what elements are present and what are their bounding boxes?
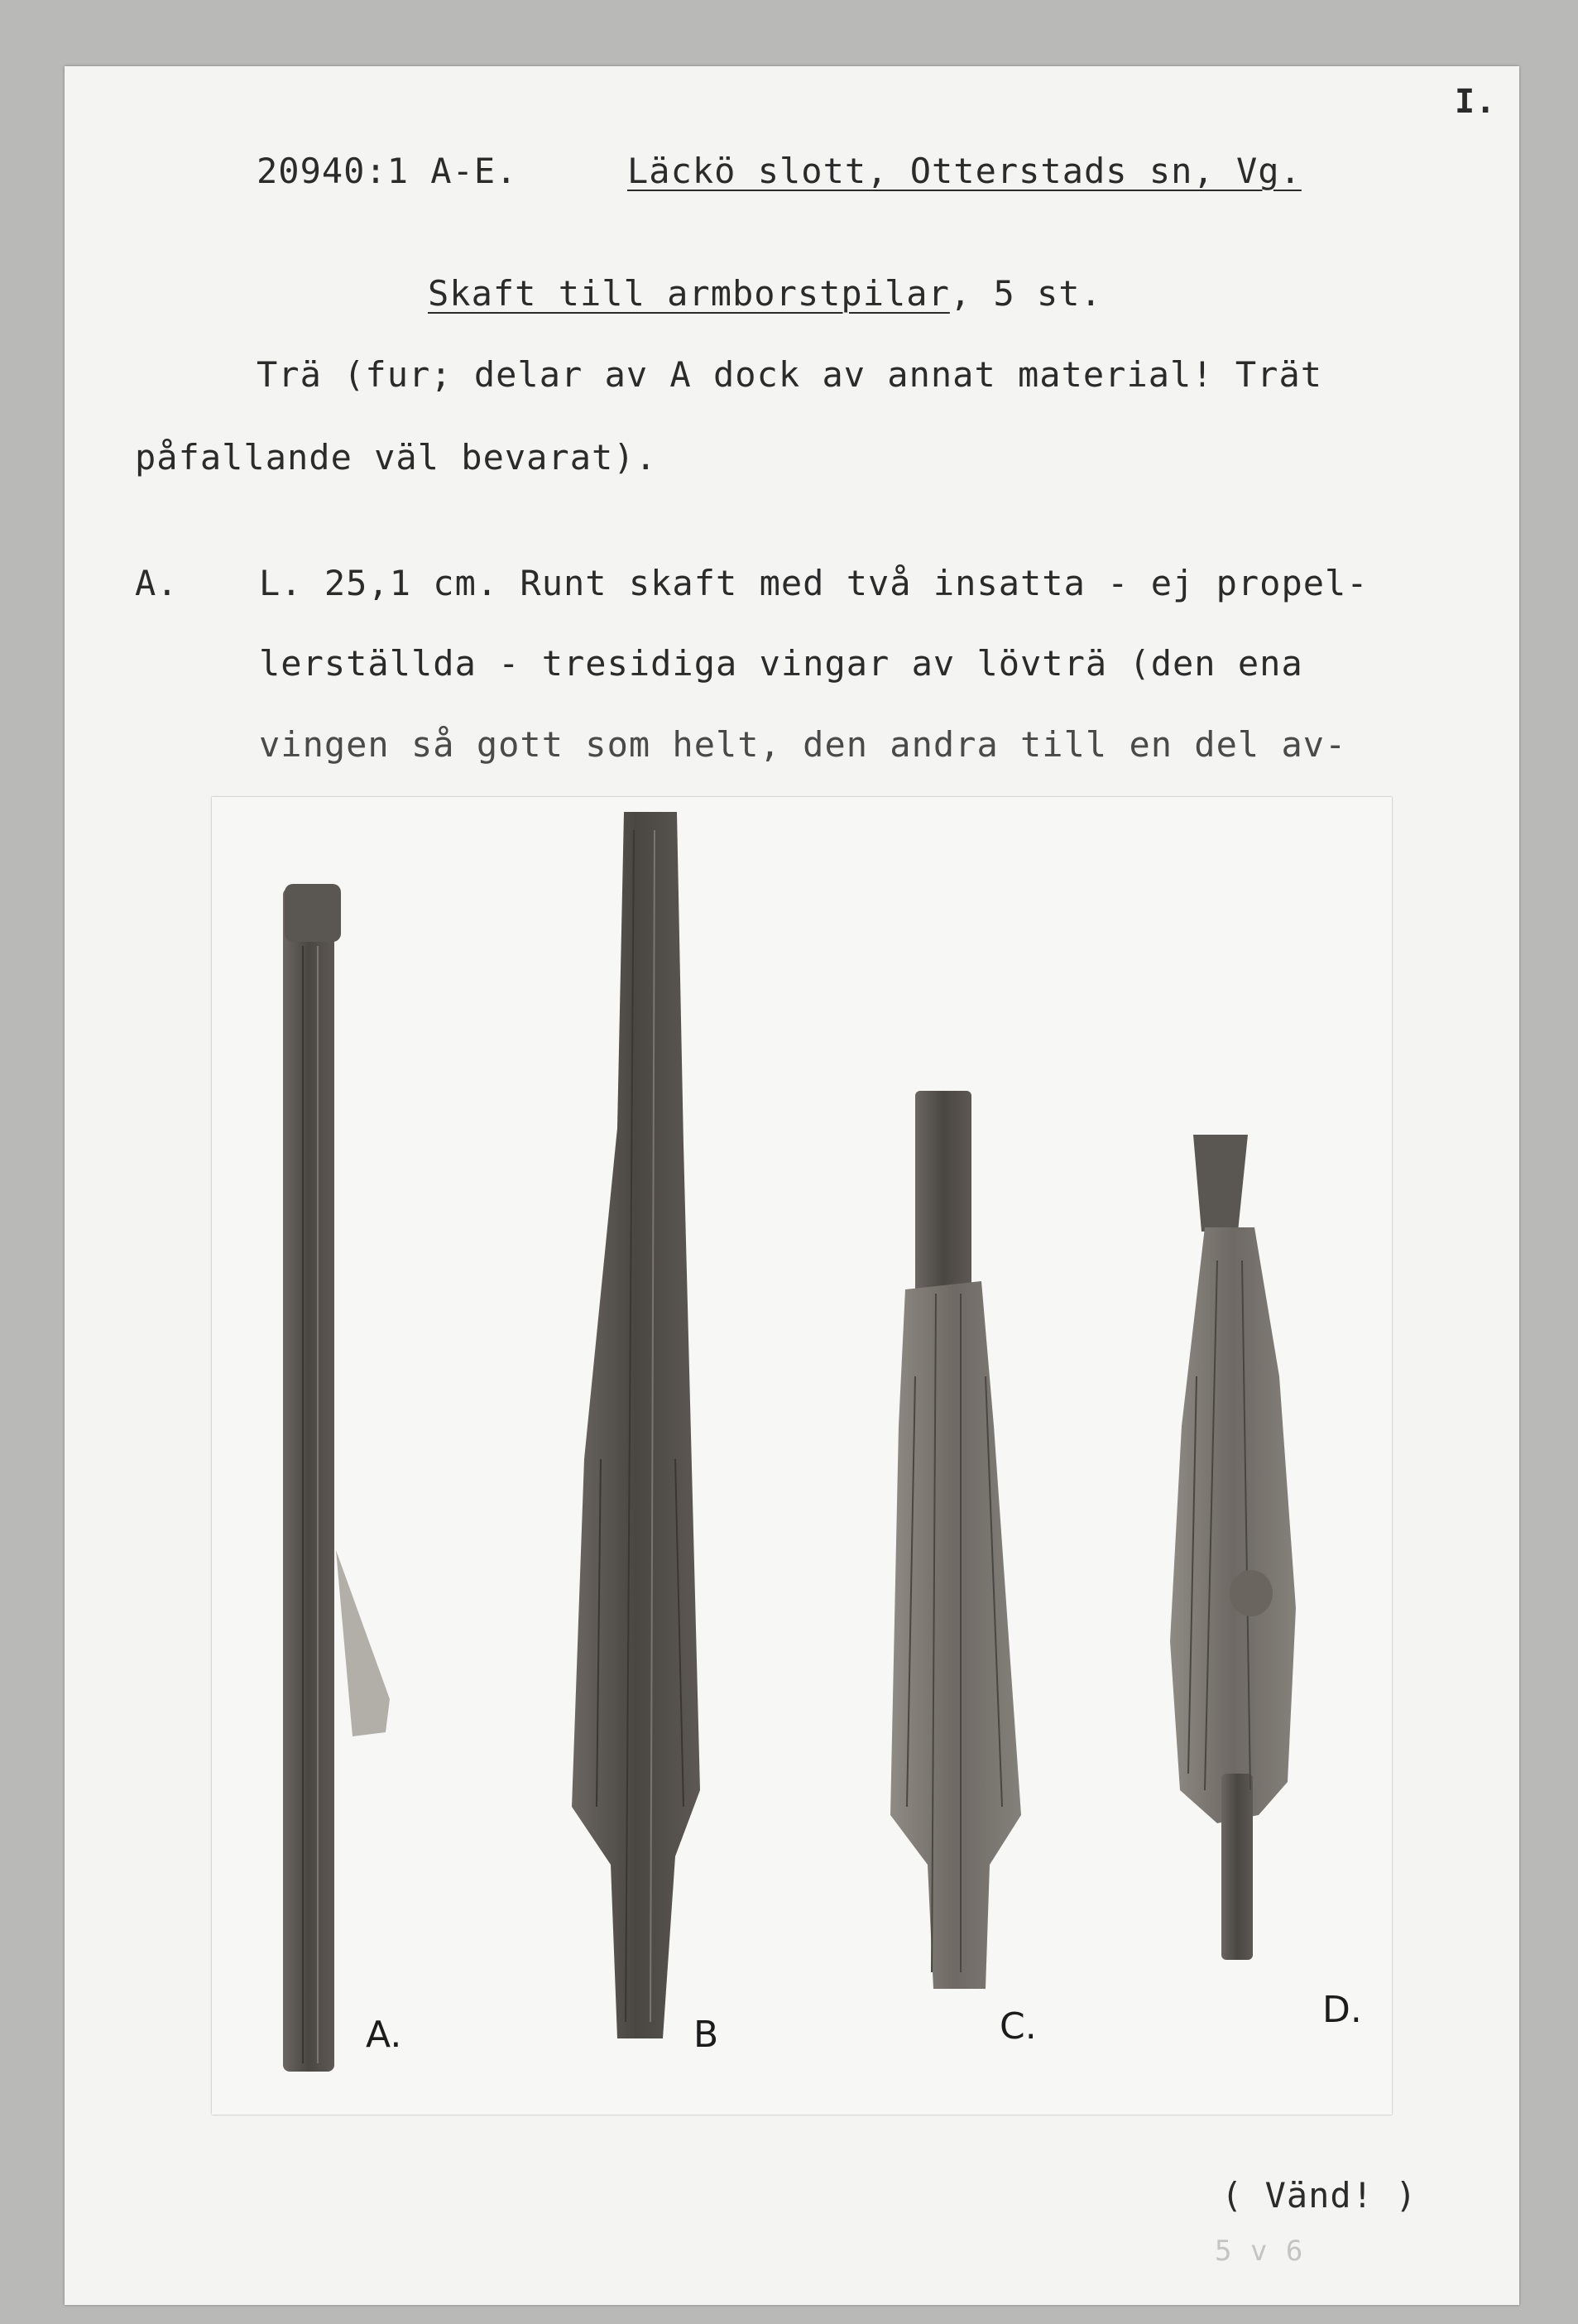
entry-a-line-3: vingen så gott som helt, den andra till en del av- (259, 724, 1347, 765)
catalog-number: 20940:1 A-E. (257, 151, 518, 191)
description-line-1: Trä (fur; delar av A dock av annat material! Trät (257, 354, 1323, 395)
photo-label-b: B (693, 2014, 719, 2056)
shaft-d (1170, 1135, 1296, 1960)
entry-a-label: A. (135, 563, 179, 603)
page-number: I. (1455, 83, 1497, 121)
object-count: , 5 st. (949, 273, 1102, 314)
turn-page-note: ( Vänd! ) (1221, 2175, 1417, 2216)
entry-a-line-2: lerställda - tresidiga vingar av lövträ (den ena (259, 643, 1303, 684)
location-heading: Läckö slott, Otterstads sn, Vg. (627, 151, 1302, 191)
photo-label-c: C. (1000, 2005, 1037, 2048)
arrow-shafts-illustration (212, 797, 1392, 2115)
shaft-a (283, 884, 390, 2072)
title-line (428, 273, 1102, 314)
photo-label-d: D. (1322, 1989, 1362, 2031)
entry-a-line-1: L. 25,1 cm. Runt skaft med två insatta - ej propel- (259, 563, 1369, 603)
object-title: Skaft till armborstpilar (428, 273, 950, 314)
shaft-b (572, 812, 700, 2038)
arrow-shafts-photograph (212, 797, 1392, 2115)
description-line-2: påfallande väl bevarat). (135, 437, 657, 478)
photo-label-a: A. (366, 2014, 402, 2056)
faint-bottom-mark: 5 v 6 (1215, 2235, 1304, 2268)
shaft-c (890, 1091, 1021, 1989)
